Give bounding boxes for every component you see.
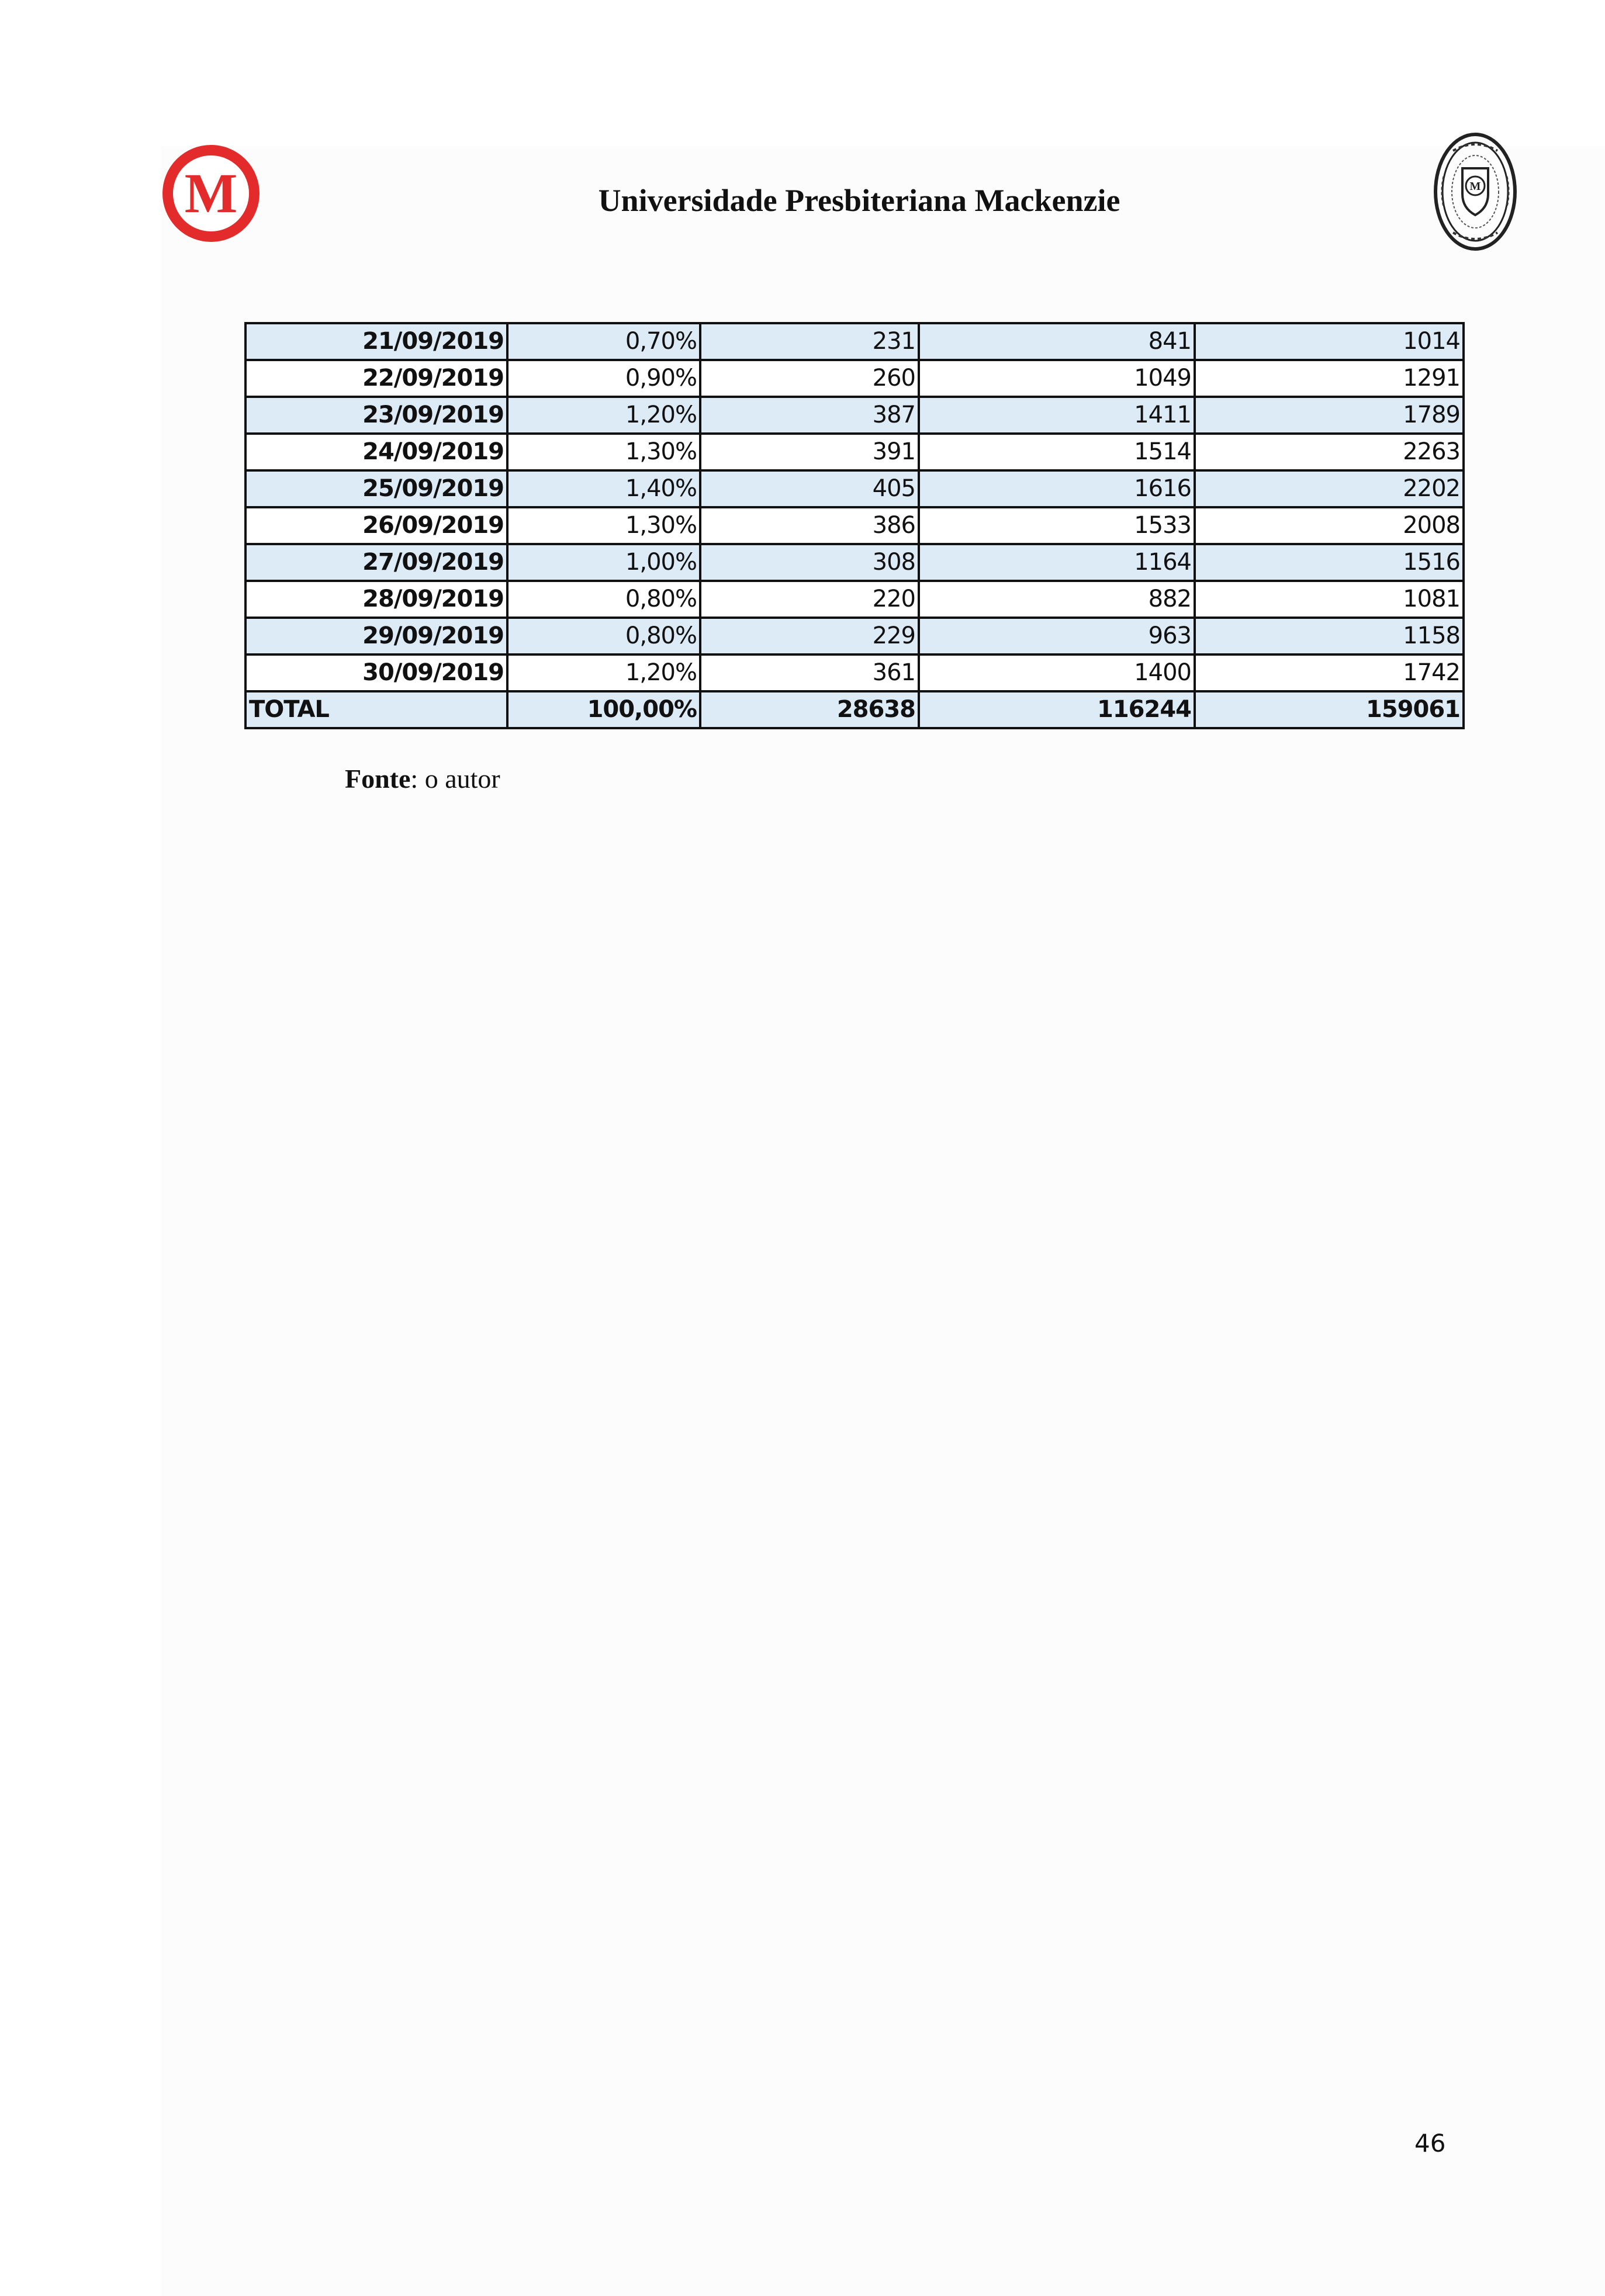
date-cell: 23/09/2019	[245, 397, 507, 434]
table-row	[245, 470, 1464, 507]
value-cell-3: 1514	[919, 434, 1195, 470]
total-label: TOTAL	[245, 691, 507, 728]
date-cell: 30/09/2019	[245, 654, 507, 691]
percent-cell: 1,00%	[507, 544, 700, 581]
value-cell-3: 1616	[919, 470, 1195, 507]
percent-cell: 1,30%	[507, 434, 700, 470]
value-cell-4: 1742	[1195, 654, 1464, 691]
value-cell-4: 1081	[1195, 581, 1464, 618]
value-cell-2: 260	[700, 360, 919, 397]
value-cell-3: 1164	[919, 544, 1195, 581]
total-col-3: 116244	[919, 691, 1195, 728]
percent-cell: 0,90%	[507, 360, 700, 397]
date-cell: 28/09/2019	[245, 581, 507, 618]
percent-cell: 0,80%	[507, 581, 700, 618]
source-label: Fonte	[345, 764, 411, 794]
page-header-title: Universidade Presbiteriana Mackenzie	[598, 183, 1120, 218]
value-cell-4: 2008	[1195, 507, 1464, 544]
date-cell: 25/09/2019	[245, 470, 507, 507]
date-cell: 24/09/2019	[245, 434, 507, 470]
date-cell: 21/09/2019	[245, 323, 507, 360]
table-row	[245, 581, 1464, 618]
value-cell-2: 361	[700, 654, 919, 691]
value-cell-4: 1789	[1195, 397, 1464, 434]
logo-letter: M	[184, 162, 238, 224]
value-cell-2: 220	[700, 581, 919, 618]
percent-cell: 1,20%	[507, 654, 700, 691]
percent-cell: 1,30%	[507, 507, 700, 544]
value-cell-2: 308	[700, 544, 919, 581]
value-cell-4: 1014	[1195, 323, 1464, 360]
university-seal	[1432, 130, 1518, 254]
percent-cell: 1,20%	[507, 397, 700, 434]
percent-cell: 0,80%	[507, 618, 700, 654]
value-cell-2: 391	[700, 434, 919, 470]
table-row	[245, 360, 1464, 397]
value-cell-4: 1158	[1195, 618, 1464, 654]
date-cell: 27/09/2019	[245, 544, 507, 581]
value-cell-3: 1533	[919, 507, 1195, 544]
table-row	[245, 654, 1464, 691]
total-row	[245, 691, 1464, 728]
value-cell-3: 882	[919, 581, 1195, 618]
value-cell-2: 229	[700, 618, 919, 654]
table-row	[245, 323, 1464, 360]
value-cell-2: 231	[700, 323, 919, 360]
value-cell-4: 2202	[1195, 470, 1464, 507]
table-row	[245, 434, 1464, 470]
total-col-4: 159061	[1195, 691, 1464, 728]
table-row	[245, 618, 1464, 654]
value-cell-2: 386	[700, 507, 919, 544]
value-cell-3: 963	[919, 618, 1195, 654]
seal-letter: M	[1469, 180, 1481, 193]
value-cell-4: 1291	[1195, 360, 1464, 397]
total-percent: 100,00%	[507, 691, 700, 728]
table-row	[245, 507, 1464, 544]
value-cell-3: 1411	[919, 397, 1195, 434]
source-note	[345, 763, 500, 794]
table-row	[245, 397, 1464, 434]
daily-data-table	[244, 322, 1465, 729]
value-cell-4: 2263	[1195, 434, 1464, 470]
source-text: : o autor	[410, 764, 500, 794]
page-number: 46	[1414, 2129, 1446, 2158]
value-cell-3: 1049	[919, 360, 1195, 397]
value-cell-4: 1516	[1195, 544, 1464, 581]
value-cell-2: 405	[700, 470, 919, 507]
value-cell-3: 1400	[919, 654, 1195, 691]
table-row	[245, 544, 1464, 581]
percent-cell: 0,70%	[507, 323, 700, 360]
value-cell-2: 387	[700, 397, 919, 434]
date-cell: 26/09/2019	[245, 507, 507, 544]
date-cell: 29/09/2019	[245, 618, 507, 654]
date-cell: 22/09/2019	[245, 360, 507, 397]
value-cell-3: 841	[919, 323, 1195, 360]
total-col-2: 28638	[700, 691, 919, 728]
percent-cell: 1,40%	[507, 470, 700, 507]
